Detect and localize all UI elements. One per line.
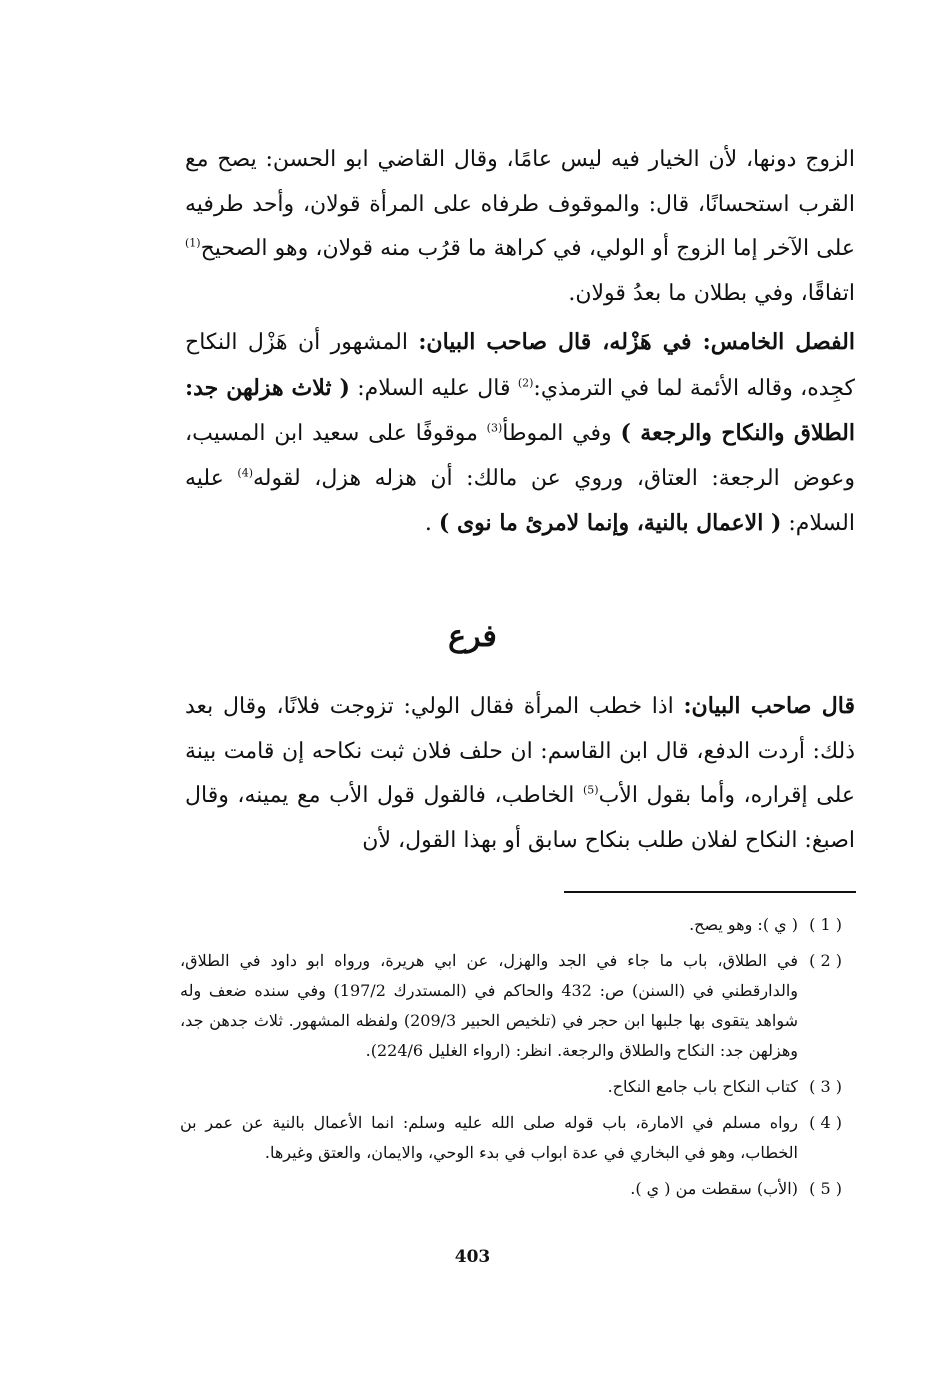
paragraph-text: الخاطب، فالقول قول الأب مع يمينه، وقال اصبغ: النكاح لفلان طلب بنكاح سابق أو بهذا القول، لأن (185, 783, 855, 853)
footnote-text: رواه مسلم في الامارة، باب قوله صلى الله عليه وسلم: انما الأعمال بالنية عن عمر بن الخطاب، وهو في البخاري في عدة ابواب في بدء الوحي، والايمان، والعتق وغيرها. (180, 1113, 798, 1162)
paragraph-1 (185, 138, 855, 316)
paragraph-text: . (424, 511, 439, 536)
section-title: الفصل الخامس: في هَزْله، قال صاحب البيان: (418, 329, 855, 355)
footnote-ref-4: (4) (237, 466, 253, 480)
paragraph-2 (185, 320, 855, 547)
footnote-number: ( 1 ) (809, 915, 842, 934)
footnote-number: ( 5 ) (809, 1179, 842, 1198)
section-heading: فرع (448, 619, 497, 654)
hadith-quote: ( الاعمال بالنية، وإنما لامرئ ما نوى ) (438, 510, 782, 536)
paragraph-text: اتفاقًا، وفي بطلان ما بعدُ قولان. (568, 280, 855, 306)
footnote-number: ( 2 ) (809, 951, 842, 970)
footnote-item (180, 1072, 842, 1102)
paragraph-text: عليه السلام: (185, 465, 855, 536)
paragraph-3 (185, 684, 855, 863)
section-title: قال صاحب البيان: (683, 693, 855, 719)
footnote-ref-2: (2) (517, 376, 534, 390)
footnote-number: ( 4 ) (809, 1113, 842, 1132)
footnotes (180, 910, 842, 1210)
footnote-ref-3: (3) (486, 421, 503, 435)
footnote-text: (الأب) سقطت من ( ي ). (630, 1179, 798, 1198)
footnote-number: ( 3 ) (809, 1077, 842, 1096)
paragraph-text: وفي الموطأ (502, 421, 621, 446)
footnote-ref-1: (1) (185, 236, 201, 250)
footnote-text: في الطلاق، باب ما جاء في الجد والهزل، عن ابي هريرة، ورواه ابو داود في الطلاق، والدارقطني في (السنن) ص: 432 والحاكم في (المستدرك 197/2) وفي سنده ضعف وله شواهد يتقوى بها جلبها ابن حجر في (تلخيص الحبير 209/3) ولفظه المشهور. ثلاث جدهن جد، وهزلهن جد: النكاح والطلاق والرجعة. انظر: (ارواء الغليل 224/6). (180, 951, 799, 1060)
footnote-item (180, 1108, 842, 1168)
footnote-text: ( ي ): وهو يصح. (689, 915, 798, 934)
footnote-ref-5: (5) (583, 783, 599, 797)
hadith-quote: ( ثلاث هزلهن جد: الطلاق والنكاح والرجعة ) (185, 374, 855, 446)
paragraph-text: الزوج دونها، لأن الخيار فيه ليس عامًا، وقال القاضي ابو الحسن: يصح مع القرب استحسانًا، قال: والموقوف طرفاه على المرأة قولان، وأحد طرفيه على الآخر إما الزوج أو الولي، في كراهة ما قرُب منه قولان، وهو الصحيح (185, 147, 855, 261)
footnote-item (180, 910, 842, 940)
footnote-item (180, 1174, 842, 1204)
paragraph-text: المشهور أن هَزْل النكاح كجِده، وقاله الأئمة لما في الترمذي: (185, 330, 855, 401)
page-number: 403 (454, 1247, 491, 1267)
paragraph-text: اذا خطب المرأة فقال الولي: تزوجت فلانًا، وقال بعد ذلك: أردت الدفع، قال ابن القاسم: ان حلف فلان ثبت نكاحه إن قامت بينة على إقراره، وأما بقول الأب (185, 694, 856, 808)
footnote-item (180, 946, 842, 1066)
footnote-text: كتاب النكاح باب جامع النكاح. (607, 1077, 798, 1096)
footnote-divider (564, 891, 856, 893)
paragraph-text: قال عليه السلام: (349, 375, 518, 401)
paragraph-text: موقوفًا على سعيد ابن المسيب، وعوض الرجعة: العتاق، وروي عن مالك: أن هزله هزل، لقوله (185, 421, 855, 491)
